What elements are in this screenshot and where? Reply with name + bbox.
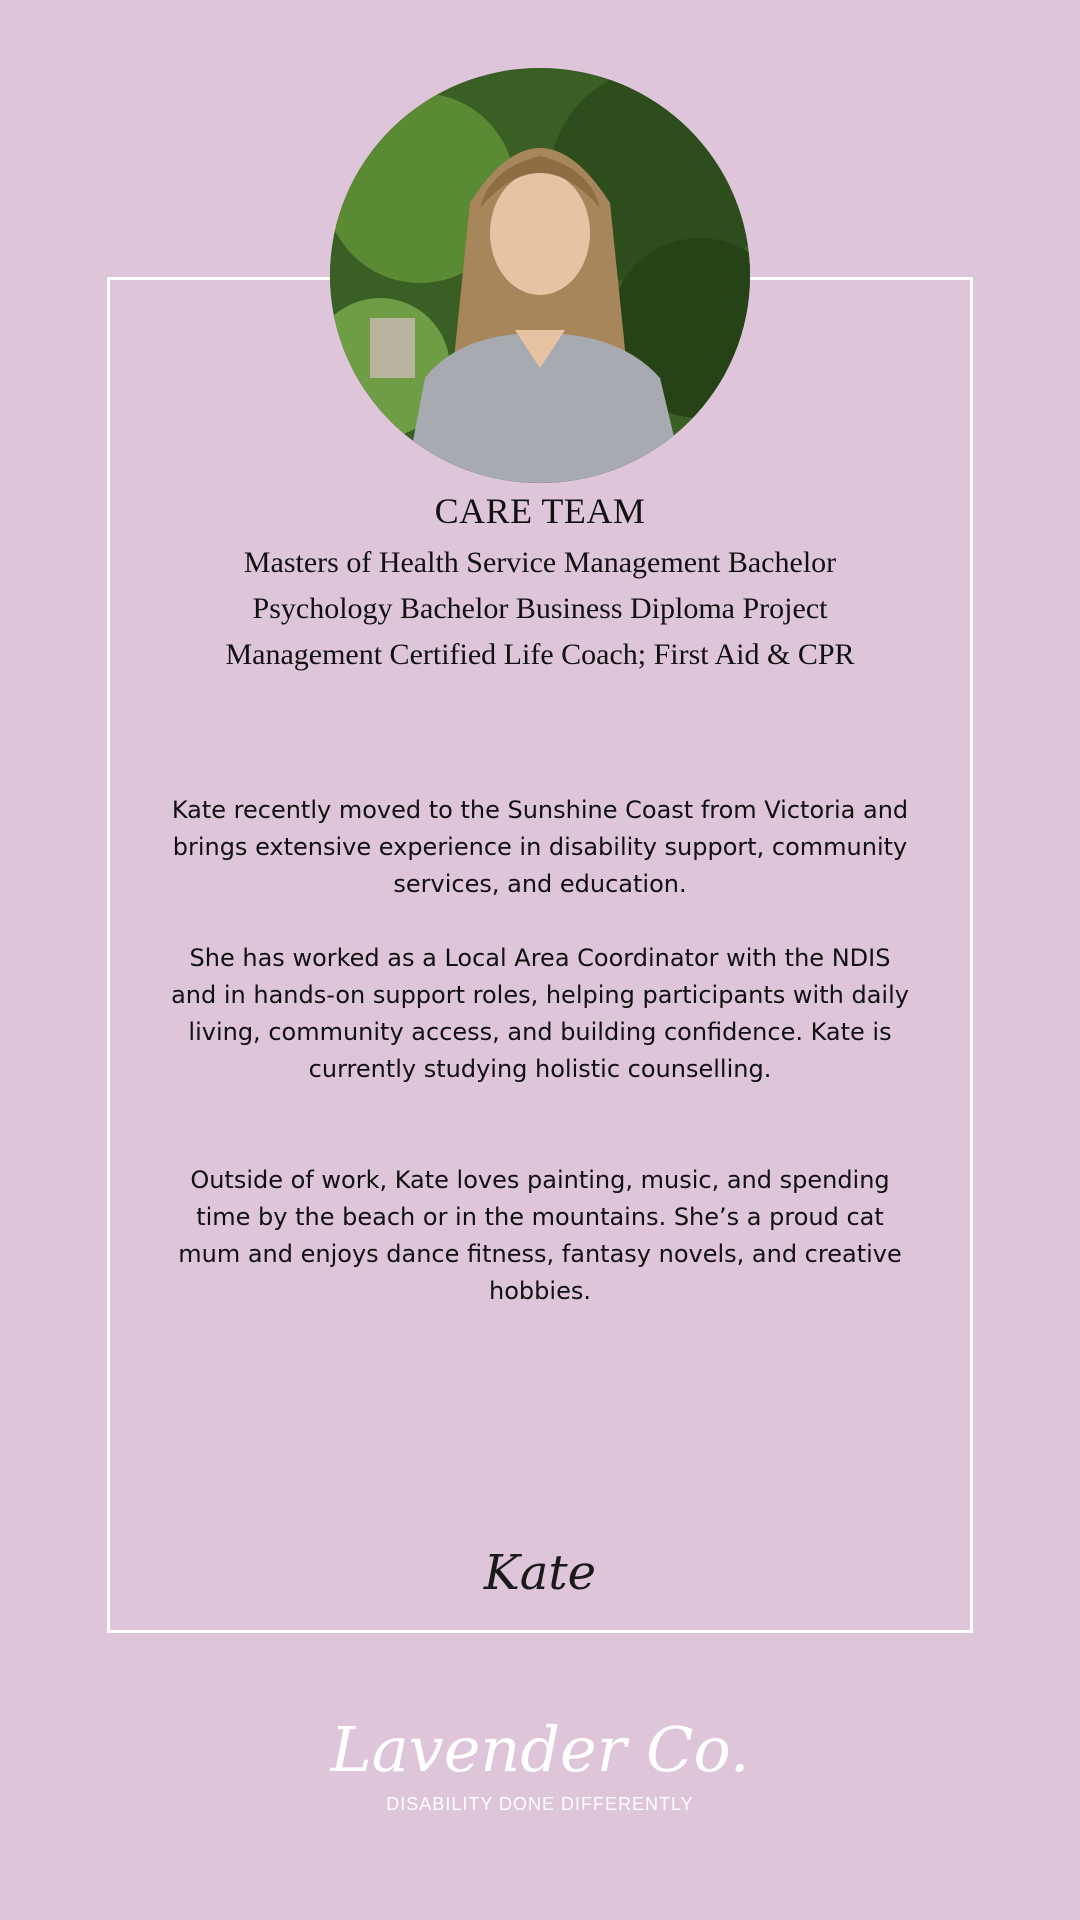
bio-paragraph-3: Outside of work, Kate loves painting, music, and spending time by the beach or in the mountains. She’s a proud cat mum and enjoys dance fitness, fantasy novels, and creative hobbies.	[178, 1166, 902, 1305]
brand-tagline: DISABILITY DONE DIFFERENTLY	[386, 1794, 694, 1814]
brand-name: Lavender Co.	[330, 1713, 750, 1786]
brand-logo	[0, 1712, 1080, 1815]
profile-photo	[330, 68, 750, 483]
signature: Kate	[483, 1545, 597, 1601]
credentials-text: Masters of Health Service Management Bachelor Psychology Bachelor Business Diploma Project Management Certified Life Coach; First Aid & CPR	[225, 546, 855, 671]
bio-paragraph-2: She has worked as a Local Area Coordinator with the NDIS and in hands-on support roles, helping participants with daily living, community access, and building confidence. Kate is currently studying holistic counselling.	[171, 944, 909, 1083]
bio-paragraph-1: Kate recently moved to the Sunshine Coast from Victoria and brings extensive experience in disability support, community services, and education.	[171, 796, 909, 898]
team-title: CARE TEAM	[434, 491, 646, 531]
portrait-illustration	[330, 68, 750, 483]
